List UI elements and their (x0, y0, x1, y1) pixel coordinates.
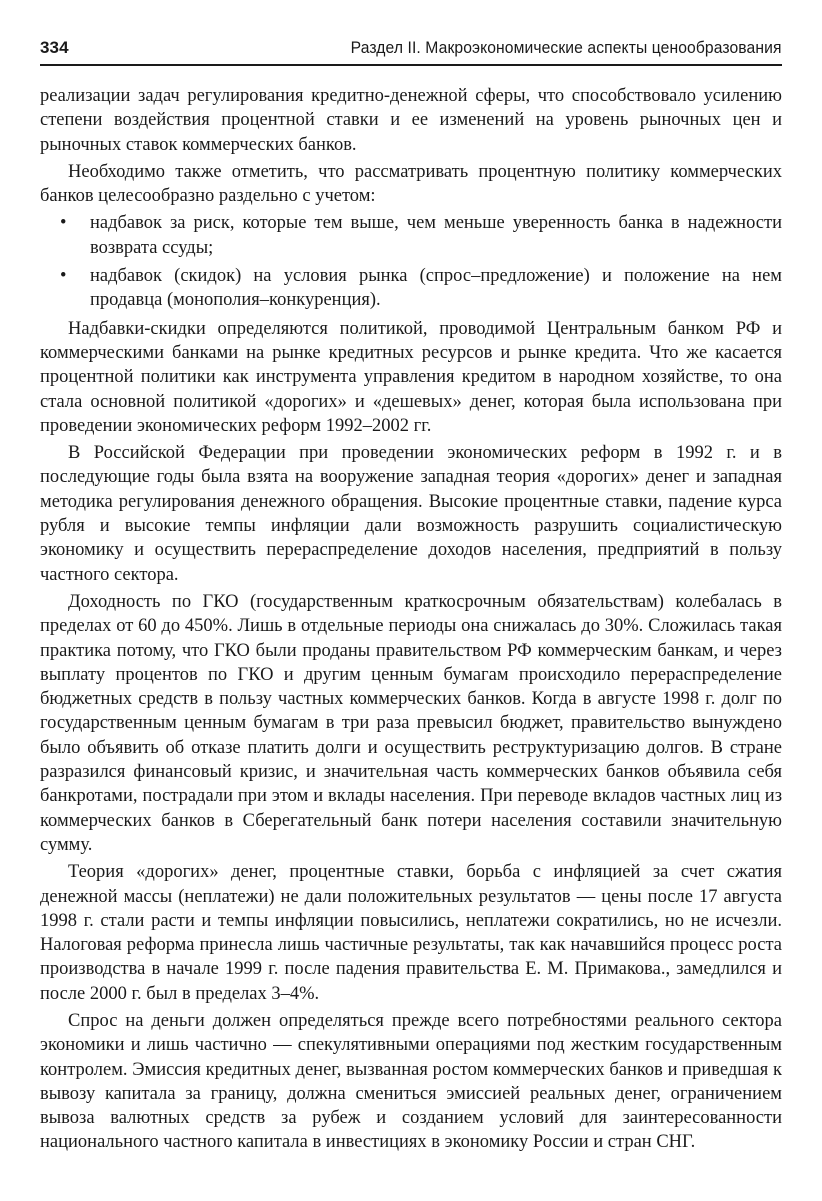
running-header (40, 38, 782, 66)
bullet-list (40, 211, 782, 312)
bullet-item-market-premium (40, 264, 782, 313)
paragraph-expensive-money-theory: Теория «дорогих» денег, процентные ставки, борьба с инфляцией за счет сжатия денежной массы (неплатежи) не дали положительных результатов — цены после 17 августа 1998 г. стали расти и темпы инфляции повысились, неплатежи сократились, но не исчезли. Налоговая реформа принесла лишь частичные результаты, так как начавшийся процесс роста производства в начале 1999 г. после падения правительства Е. М. Примакова., замедлился и после 2000 г. был в пределах 3–4%. (40, 862, 782, 1004)
bullet-icon: • (60, 213, 67, 234)
bullet-item-risk-premium (40, 211, 782, 260)
paragraph-premiums-discounts: Надбавки-скидки определяются политикой, проводимой Центральным банком РФ и коммерческими банками на рынке кредитных ресурсов и рынке кредита. Что же касается процентной политики как инструмента управления кредитом в народном хозяйстве, то она стала основной политикой «дорогих» и «дешевых» денег, которая была использована при проведении экономических реформ 1992–2002 гг. (40, 318, 782, 436)
bullet-text: надбавок (скидок) на условия рынка (спрос–предложение) и положение на нем продавца (монополия–конкуренция). (90, 266, 782, 311)
paragraph-gko-yield: Доходность по ГКО (государственным краткосрочным обязательствам) колебалась в пределах от 60 до 450%. Лишь в отдельные периоды она снижалась до 30%. Сложилась такая практика потому, что ГКО были проданы правительством РФ коммерческим банкам, и через выплату процентов по ГКО и другим ценным бумагам происходило перераспределение бюджетных средств в пользу частных коммерческих банков. Когда в августе 1998 г. долг по государственным ценным бумагам в три раза превысил бюджет, правительство вынуждено было объявить об отказе платить долги и осуществить реструктуризацию долгов. В стране разразился финансовый кризис, и значительная часть коммерческих банков объявила себя банкротами, пострадали при этом и вклады населения. При переводе вкладов частных лиц из коммерческих банков в Сберегательный банк потери населения составили значительную сумму. (40, 591, 782, 855)
paragraph-russian-reforms: В Российской Федерации при проведении экономических реформ в 1992 г. и в последующие годы была взята на вооружение западная теория «дорогих» денег и западная методика регулирования денежного обращения. Высокие процентные ставки, падение курса рубля и высокие темпы инфляции дали возможность разрушить социалистическую экономику и осуществить перераспределение доходов населения, предприятий в пользу частного сектора. (40, 443, 782, 585)
paragraph-interest-policy-intro: Необходимо также отметить, что рассматривать процентную политику коммерческих банков целесообразно раздельно с учетом: (40, 161, 782, 207)
book-page (40, 38, 782, 1158)
section-title: Раздел II. Макроэкономические аспекты ценообразования (351, 39, 782, 57)
bullet-icon: • (60, 266, 67, 287)
paragraph-continuation: реализации задач регулирования кредитно-денежной сферы, что способствовало усилению степени воздействия процентной ставки и ее изменений на уровень рыночных цен и рыночных ставок коммерческих банков. (40, 86, 782, 155)
body-text (40, 84, 782, 1155)
bullet-text: надбавок за риск, которые тем выше, чем меньше уверенность банка в надежности возврата ссуды; (90, 213, 782, 258)
page-number: 334 (40, 38, 69, 57)
paragraph-money-demand: Спрос на деньги должен определяться прежде всего потребностями реального сектора экономики и лишь частично — спекулятивными операциями под жестким государственным контролем. Эмиссия кредитных денег, вызванная ростом коммерческих банков и приведшая к вывозу капитала за границу, должна смениться эмиссией реальных денег, ограничением вывоза валютных средств за рубеж и созданием условий для заинтересованности национального частного капитала в инвестициях в экономику России и стран СНГ. (40, 1010, 782, 1153)
